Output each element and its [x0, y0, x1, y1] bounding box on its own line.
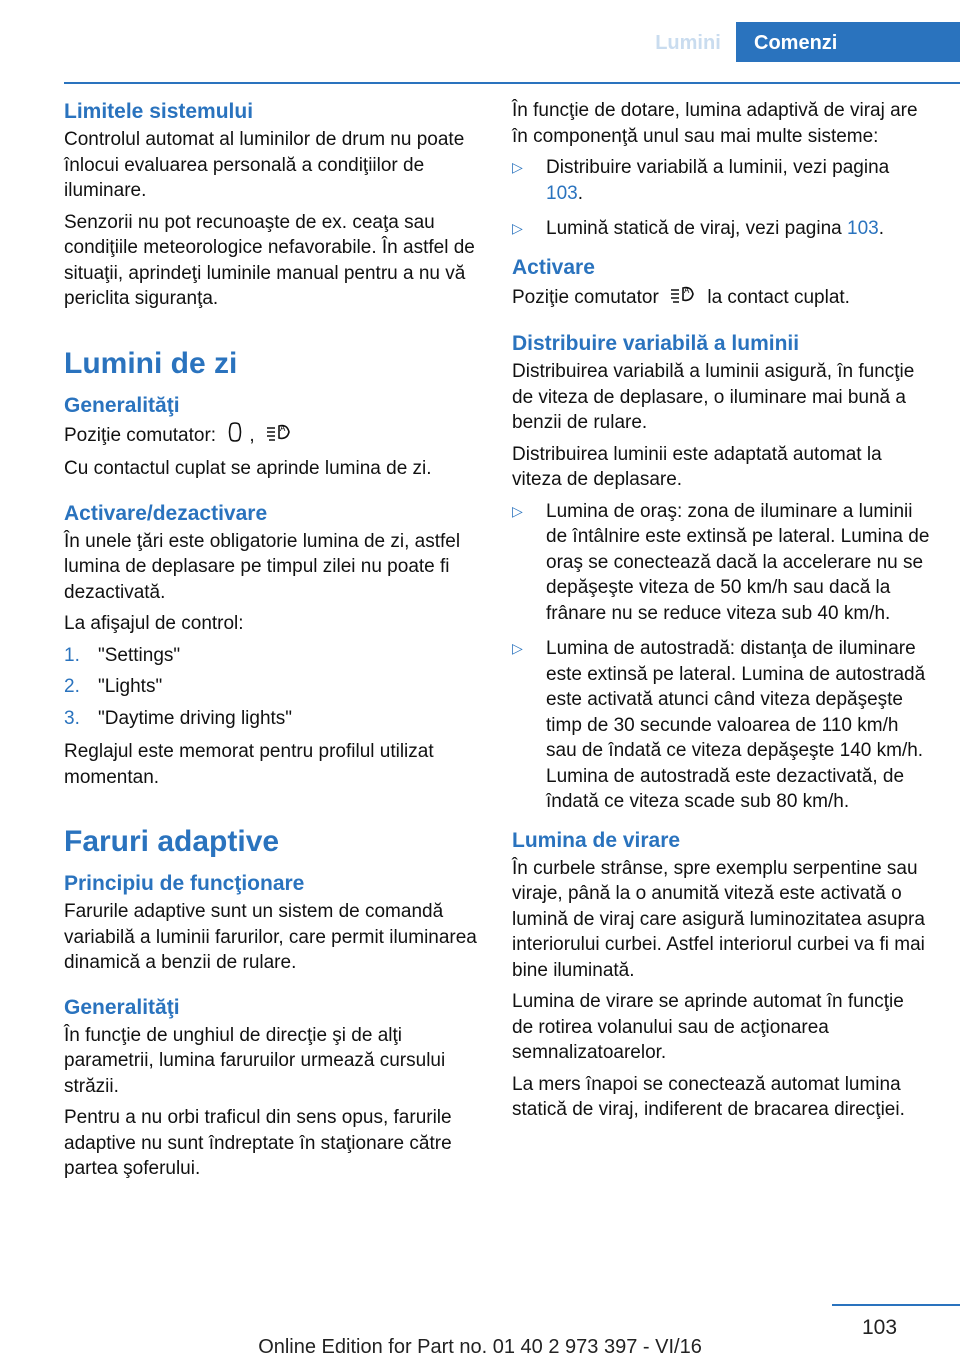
right-column	[512, 98, 930, 1129]
paragraph: Pentru a nu orbi traficul din sens opus, farurile adaptive nu sunt îndreptate în staţionare către partea şoferului.	[64, 1107, 452, 1179]
step-number: 1.	[64, 644, 80, 666]
page-link[interactable]: 103	[546, 182, 578, 204]
paragraph: În curbele strânse, spre exemplu serpentine sau viraje, până la o anumită viteză este activată o lumină de viraj care asigură luminozitatea asupra interiorului curbei. Astfel interiorul curbei va fi mai bine iluminată.	[512, 857, 925, 981]
heading-principiu-de-functionare: Principiu de funcţionare	[64, 872, 305, 895]
automatic-headlight-icon	[670, 283, 696, 313]
paragraph: Farurile adaptive sunt un sistem de comandă variabilă a luminii farurilor, care permit iluminarea dinamică a benzii de rulare.	[64, 901, 477, 973]
footer-divider	[832, 1304, 960, 1306]
switch-position-line	[64, 421, 480, 451]
list-item	[512, 216, 930, 242]
triangle-bullet-icon: ▷	[512, 640, 523, 656]
svg-text:A: A	[684, 285, 690, 295]
triangle-bullet-icon: ▷	[512, 502, 523, 519]
heading-lumini-de-zi: Lumini de zi	[64, 346, 238, 380]
heading-limitele-sistemului: Limitele sistemului	[64, 100, 254, 123]
heading-generalitati-2: Generalităţi	[64, 995, 180, 1019]
page-link[interactable]: 103	[847, 218, 879, 239]
switch-position-label: Poziţie comutator:	[64, 424, 217, 446]
heading-faruri-adaptive: Faruri adaptive	[64, 825, 280, 858]
automatic-headlight-icon	[266, 421, 292, 451]
list-item-text: Lumina de oraş: zona de iluminare a luminii de întâlnire este extinsă pe lateral. Lumina de oraş se conectează dacă la accelerare nu se depăşeşte viteza de 50 km/h sau dacă la frânare nu se reduce viteza sub 40 km/h.	[546, 500, 930, 624]
step-text: "Daytime driving lights"	[98, 707, 293, 729]
list-item	[64, 643, 480, 669]
header-tab-lumini[interactable]: Lumini	[655, 32, 721, 54]
paragraph: Controlul automat al luminilor de drum nu poate înlocui evaluarea personală a condiţiilor de iluminare.	[64, 129, 465, 201]
parking-light-icon	[227, 421, 243, 451]
systems-list	[512, 155, 930, 242]
step-text: "Lights"	[98, 676, 163, 697]
paragraph: La afişajul de control:	[64, 613, 244, 634]
list-item	[512, 155, 930, 206]
heading-distribuire-variabila: Distribuire variabilă a luminii	[512, 332, 800, 355]
page-number: 103	[862, 1316, 898, 1339]
step-number: 3.	[64, 707, 80, 729]
page-header	[0, 22, 960, 62]
heading-generalitati: Generalităţi	[64, 393, 180, 417]
svg-text:A: A	[279, 423, 286, 433]
separator-comma: ,	[249, 424, 255, 446]
switch-position-line	[512, 283, 930, 313]
heading-lumina-de-virare: Lumina de virare	[512, 828, 681, 852]
header-tab-comenzi[interactable]: Comenzi	[736, 22, 960, 62]
list-item	[64, 674, 480, 700]
paragraph: Reglajul este memorat pentru profilul utilizat momentan.	[64, 741, 434, 788]
paragraph: Distribuirea luminii este adaptată automat la viteza de deplasare.	[512, 443, 882, 490]
paragraph: În funcţie de dotare, lumina adaptivă de viraj are în componenţă unul sau mai multe sisteme:	[512, 100, 918, 147]
paragraph: Lumina de virare se aprinde automat în funcţie de rotirea volanului sau de acţionarea semnalizatoarelor.	[512, 991, 904, 1063]
settings-steps-list	[64, 643, 480, 732]
paragraph: Senzorii nu pot recunoaşte de ex. ceaţa sau condiţiile meteorologice nefavorabile. În astfel de situaţii, aprindeţi luminile manual pentru a nu vă periclita siguranţa.	[64, 211, 475, 309]
distribution-list	[512, 499, 930, 815]
list-item	[64, 706, 480, 732]
list-item	[512, 636, 930, 815]
paragraph: În funcţie de unghiul de direcţie şi de alţi parametrii, lumina faruruilor urmează cursului străzii.	[64, 1024, 446, 1097]
list-item-text: Distribuire variabilă a luminii, vezi pagina	[546, 157, 890, 178]
left-column	[64, 98, 480, 1188]
heading-activare: Activare	[512, 255, 595, 279]
heading-activare-dezactivare: Activare/dezactivare	[64, 501, 268, 525]
list-item-end: .	[577, 182, 583, 204]
switch-position-label: Poziţie comutator	[512, 286, 659, 308]
list-item	[512, 499, 930, 627]
header-divider	[64, 82, 960, 84]
paragraph: La mers înapoi se conectează automat lumina statică de viraj, indiferent de bracarea direcţiei.	[512, 1073, 905, 1120]
triangle-bullet-icon: ▷	[512, 220, 523, 236]
list-item-end: .	[878, 218, 884, 239]
paragraph: Cu contactul cuplat se aprinde lumina de zi.	[64, 458, 432, 479]
step-number: 2.	[64, 676, 80, 697]
edition-footer: Online Edition for Part no. 01 40 2 973 397 - VI/16	[258, 1336, 702, 1358]
triangle-bullet-icon: ▷	[512, 159, 523, 175]
list-item-text: Lumină statică de viraj, vezi pagina	[546, 218, 847, 239]
paragraph: În unele ţări este obligatorie lumina de zi, astfel lumina de deplasare pe timpul zilei nu poate fi dezactivată.	[64, 530, 461, 603]
step-text: "Settings"	[98, 644, 181, 666]
switch-position-suffix: la contact cuplat.	[707, 286, 850, 308]
list-item-text: Lumina de autostradă: distanţa de iluminare este extinsă pe lateral. Lumina de autostradă este activată atunci când viteza depăşeşte timp de 30 secunde valoarea de 110 km/h sau de îndată ce viteza depăşeşte 140 km/h. Lumina de autostradă este dezactivată, de îndată ce viteza scade sub 80 km/h.	[546, 638, 926, 812]
paragraph: Distribuirea variabilă a luminii asigură, în funcţie de viteza de deplasare, o iluminare mai bună a benzii de rulare.	[512, 361, 915, 433]
